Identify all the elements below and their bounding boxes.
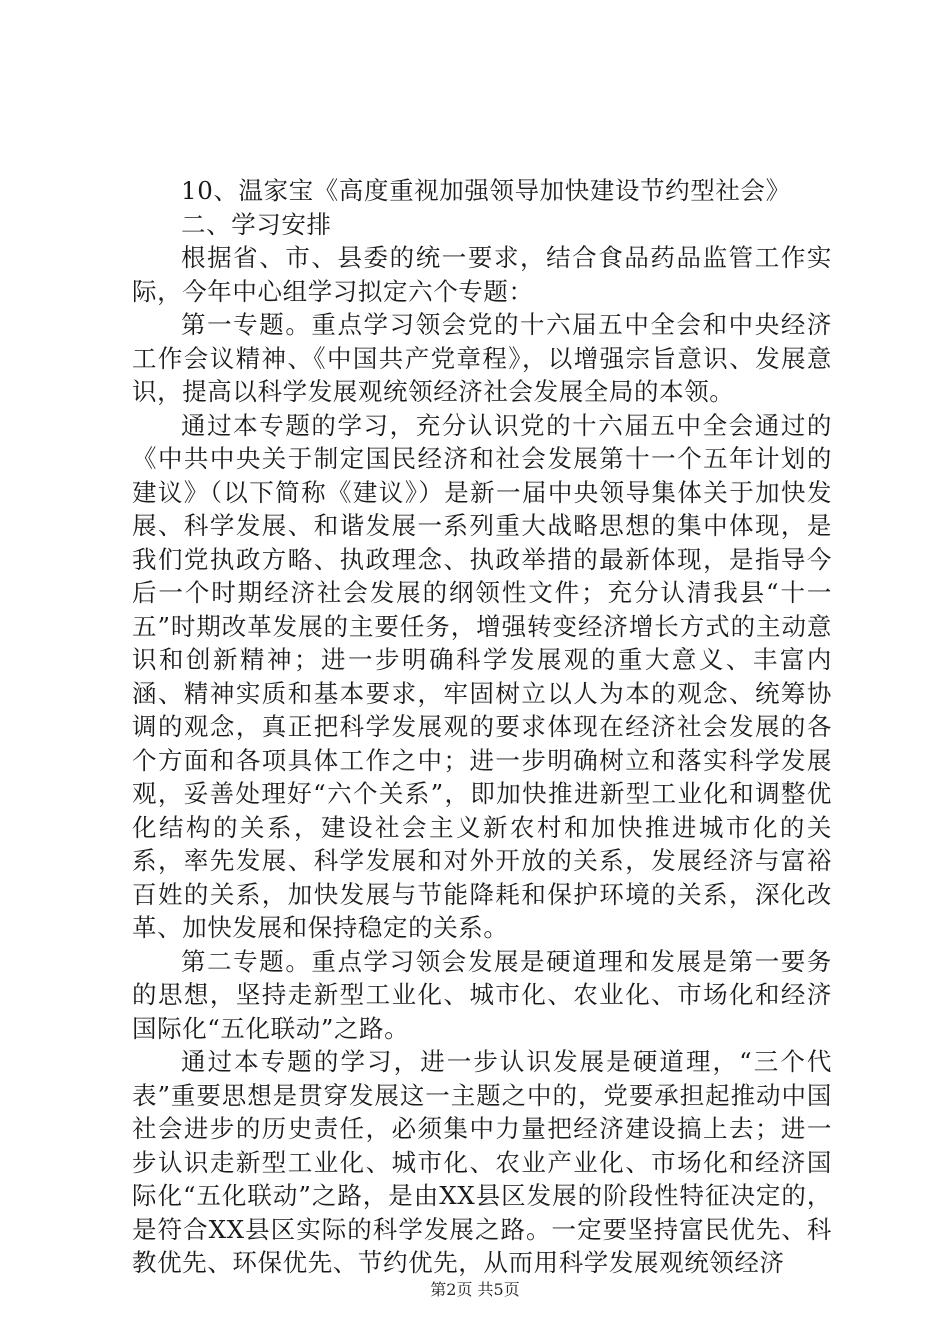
paragraph-topic-two: 第二专题。重点学习领会发展是硬道理和发展是第一要务的思想，坚持走新型工业化、城市化、农业化、市场化和经济国际化“五化联动”之路。 — [132, 946, 832, 1043]
section-heading: 二、学习安排 — [181, 209, 332, 239]
paragraph-topic-one: 第一专题。重点学习领会党的十六届五中全会和中央经济工作会议精神、《中国共产党章程》，以增强宗旨意识、发展意识，提高以科学发展观统领经济社会发展全局的本领。 — [132, 310, 832, 406]
paragraph-reference-item: 10、温家宝《高度重视加强领导加快建设节约型社会》 — [181, 176, 791, 205]
page-footer: 第2页 共5页 — [430, 1280, 520, 1299]
paragraph-topic-two-detail: 通过本专题的学习，进一步认识发展是硬道理，“三个代表”重要思想是贯穿发展这一主题之中的，党要承担起推动中国社会进步的历史责任，必须集中力量把经济建设搞上去；进一步认识走新型工业化、城市化、农业产业化、市场化和经济国际化“五化联动”之路，是由XX县区发展的阶段性特征决定的，是符合XX县区实际的科学发展之路。一定要坚持富民优先、科教优先、环保优先、节约优先，从而用科学发展观统领经济 — [132, 1047, 832, 1277]
paragraph-intro: 根据省、市、县委的统一要求，结合食品药品监管工作实际，今年中心组学习拟定六个专题： — [132, 243, 832, 306]
paragraph-topic-one-detail: 通过本专题的学习，充分认识党的十六届五中全会通过的《中共中央关于制定国民经济和社会发展第十一个五年计划的建议》（以下简称《建议》）是新一届中央领导集体关于加快发展、科学发展、和谐发展一系列重大战略思想的集中体现，是我们党执政方略、执政理念、执政举措的最新体现，是指导今后一个时期经济社会发展的纲领性文件；充分认清我县“十一五”时期改革发展的主要任务，增强转变经济增长方式的主动意识和创新精神；进一步明确科学发展观的重大意义、丰富内涵、精神实质和基本要求，牢固树立以人为本的观念、统筹协调的观念，真正把科学发展观的要求体现在经济社会发展的各个方面和各项具体工作之中；进一步明确树立和落实科学发展观，妥善处理好“六个关系”，即加快推进新型工业化和调整优化结构的关系，建设社会主义新农村和加快推进城市化的关系，率先发展、科学发展和对外开放的关系，发展经济与富裕百姓的关系，加快发展与节能降耗和保护环境的关系，深化改革、加快发展和保持稳定的关系。 — [132, 410, 832, 942]
document-body — [132, 174, 832, 1280]
